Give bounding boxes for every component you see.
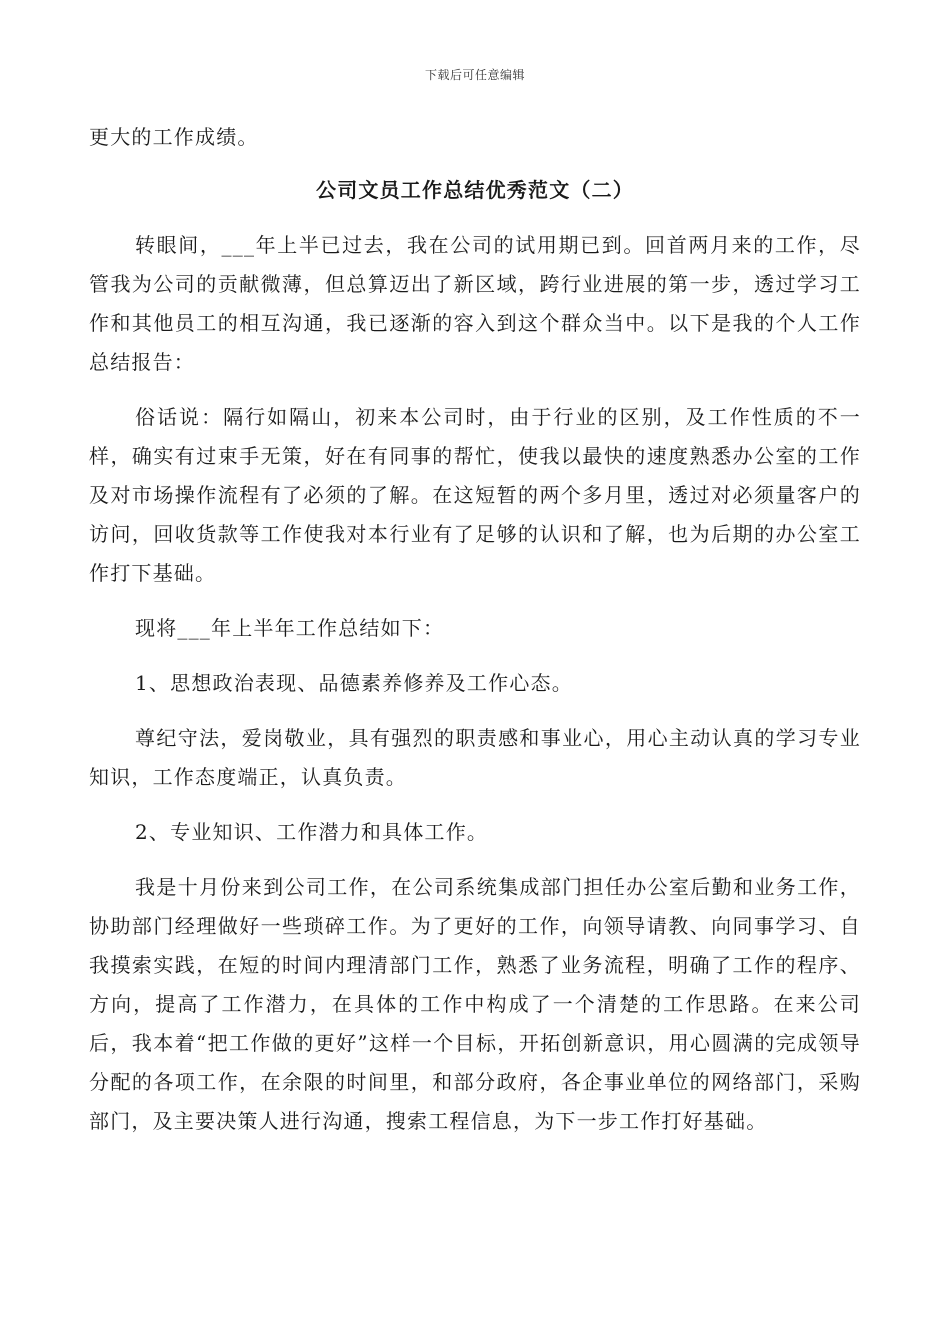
page-header-note: 下载后可任意编辑 <box>424 68 525 82</box>
paragraph-background: 俗话说：隔行如隔山，初来本公司时，由于行业的区别，及工作性质的不一样，确实有过束手无策，好在有同事的帮忙，使我以最快的速度熟悉办公室的工作及对市场操作流程有了必须的了解。在这短暂的两个多月里，透过对必须量客户的访问，回收货款等工作使我对本行业有了足够的认识和了解，也为后期的办公室工作打下基础。 <box>89 405 861 585</box>
paragraph-intro: 转眼间，___年上半已过去，我在公司的试用期已到。回首两月来的工作，尽管我为公司的贡献微薄，但总算迈出了新区域，跨行业进展的第一步，透过学习工作和其他员工的相互沟通，我已逐渐的容入到这个群众当中。以下是我的个人工作总结报告： <box>89 233 861 374</box>
paragraph-section-2: 我是十月份来到公司工作，在公司系统集成部门担任办公室后勤和业务工作，协助部门经理做好一些琐碎工作。为了更好的工作，向领导请教、向同事学习、自我摸索实践，在短的时间内理清部门工作，熟悉了业务流程，明确了工作的程序、方向，提高了工作潜力，在具体的工作中构成了一个清楚的工作思路。在来公司后，我本着“把工作做的更好”这样一个目标，开拓创新意识，用心圆满的完成领导分配的各项工作，在余限的时间里，和部分政府，各企事业单位的网络部门，采购部门，及主要决策人进行沟通，搜索工程信息，为下一步工作打好基础。 <box>89 875 861 1133</box>
paragraph-summary-lead: 现将___年上半年工作总结如下： <box>135 616 445 640</box>
paragraph-section-1: 尊纪守法，爱岗敬业，具有强烈的职责感和事业心，用心主动认真的学习专业知识，工作态度端正，认真负责。 <box>89 726 861 789</box>
section-heading-2: 2、专业知识、工作潜力和具体工作。 <box>135 820 489 844</box>
section-heading-1: 1、思想政治表现、品德素养修养及工作心态。 <box>135 671 573 695</box>
document-body <box>89 118 861 1157</box>
lead-line: 更大的工作成绩。 <box>89 125 259 149</box>
document-title: 公司文员工作总结优秀范文（二） <box>316 178 634 202</box>
